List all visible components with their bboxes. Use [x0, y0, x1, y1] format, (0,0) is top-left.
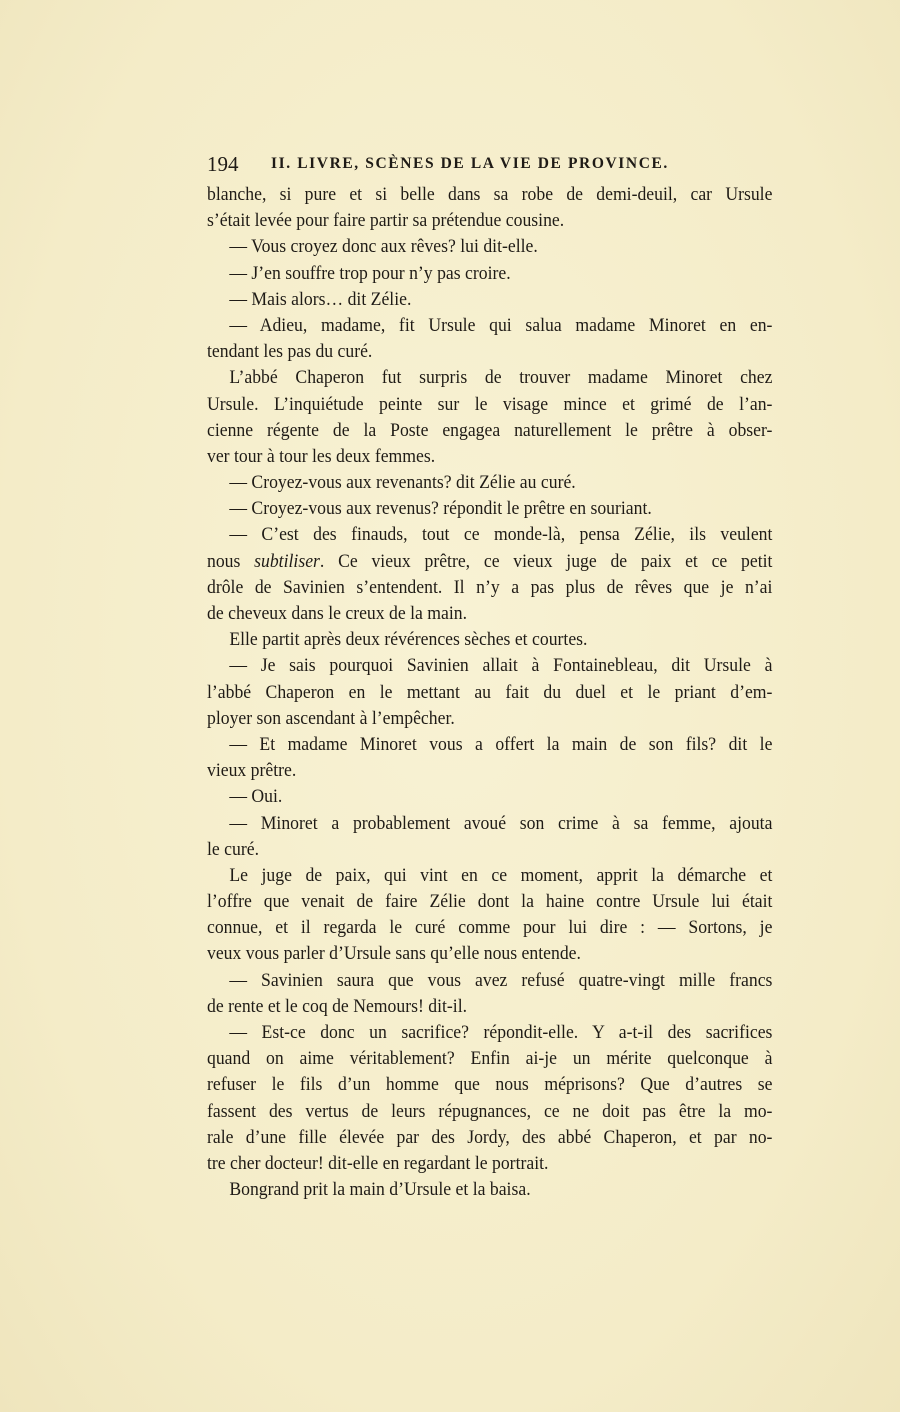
text-line: tendant les pas du curé.: [207, 341, 373, 363]
text-line: — Minoret a probablement avoué son crime à sa femme, ajouta: [229, 812, 773, 834]
text-line: connue, et il regarda le curé comme pour lui dire : — Sortons, je: [207, 917, 773, 939]
text-line: — Mais alors… dit Zélie.: [229, 288, 412, 310]
text-line: veux vous parler d’Ursule sans qu’elle nous entende.: [207, 943, 581, 965]
text-line: Elle partit après deux révérences sèches et courtes.: [229, 629, 588, 651]
text-line: s’était levée pour faire partir sa prétendue cousine.: [207, 210, 565, 232]
text-line: le curé.: [207, 838, 259, 860]
text-line: — J’en souffre trop pour n’y pas croire.: [229, 262, 511, 284]
text-line: ver tour à tour les deux femmes.: [207, 445, 436, 467]
text-line: — Oui.: [229, 786, 283, 808]
text-line: — Croyez-vous aux revenus? répondit le prêtre en souriant.: [229, 498, 652, 520]
text-line: Le juge de paix, qui vint en ce moment, apprit la démarche et: [229, 864, 773, 886]
text-line: — Je sais pourquoi Savinien allait à Fontainebleau, dit Ursule à: [229, 655, 773, 677]
text-line: ployer son ascendant à l’empêcher.: [207, 707, 455, 729]
text-line: — Et madame Minoret vous a offert la main de son fils? dit le: [229, 733, 773, 755]
text-line: vieux prêtre.: [207, 760, 297, 782]
text-line: Ursule. L’inquiétude peinte sur le visage mince et grimé de l’an-: [207, 393, 773, 415]
text-line: l’offre que venait de faire Zélie dont la haine contre Ursule lui était: [207, 891, 773, 913]
text-line: tre cher docteur! dit-elle en regardant le portrait.: [207, 1152, 549, 1174]
text-line: fassent des vertus de leurs répugnances, ce ne doit pas être la mo-: [207, 1100, 773, 1122]
text-line: — Savinien saura que vous avez refusé quatre-vingt mille francs: [229, 969, 773, 991]
text-line: L’abbé Chaperon fut surpris de trouver madame Minoret chez: [229, 367, 773, 389]
page-number: 194: [207, 152, 239, 176]
text-line: — Croyez-vous aux revenants? dit Zélie au curé.: [229, 472, 576, 494]
page-header: [207, 152, 772, 178]
text-line: — Adieu, madame, fit Ursule qui salua madame Minoret en en-: [229, 314, 773, 336]
text-line: drôle de Savinien s’entendent. Il n’y a pas plus de rêves que je n’ai: [207, 576, 773, 598]
text-line: — Est-ce donc un sacrifice? répondit-elle. Y a-t-il des sacrifices: [229, 1022, 773, 1043]
text-line: Bongrand prit la main d’Ursule et la baisa.: [229, 1179, 531, 1201]
text-line: — Vous croyez donc aux rêves? lui dit-elle.: [229, 236, 538, 258]
text-line: — C’est des finauds, tout ce monde-là, pensa Zélie, ils veulent: [229, 524, 773, 546]
text-line: l’abbé Chaperon en le mettant au fait du duel et le priant d’em-: [207, 681, 773, 703]
text-segment: . Ce vieux prêtre, ce vieux juge de paix et ce petit: [319, 550, 773, 572]
text-line: refuser le fils d’un homme que nous méprisons? Que d’autres se: [207, 1074, 773, 1096]
text-segment: nous: [207, 550, 255, 572]
text-line: [207, 549, 772, 575]
text-line: cienne régente de la Poste engagea naturellement le prêtre à obser-: [207, 419, 773, 441]
running-title: II. LIVRE, SCÈNES DE LA VIE DE PROVINCE.: [271, 155, 669, 172]
body-text: [207, 182, 773, 1203]
text-line: blanche, si pure et si belle dans sa robe de demi-deuil, car Ursule: [207, 184, 773, 205]
text-line: de rente et le coq de Nemours! dit-il.: [207, 995, 468, 1017]
text-line: de cheveux dans le creux de la main.: [207, 603, 468, 624]
text-line: quand on aime véritablement? Enfin ai-je un mérite quelconque à: [207, 1048, 773, 1070]
italic-word: subtiliser: [254, 550, 320, 572]
text-line: rale d’une fille élevée par des Jordy, des abbé Chaperon, et par no-: [207, 1126, 773, 1148]
